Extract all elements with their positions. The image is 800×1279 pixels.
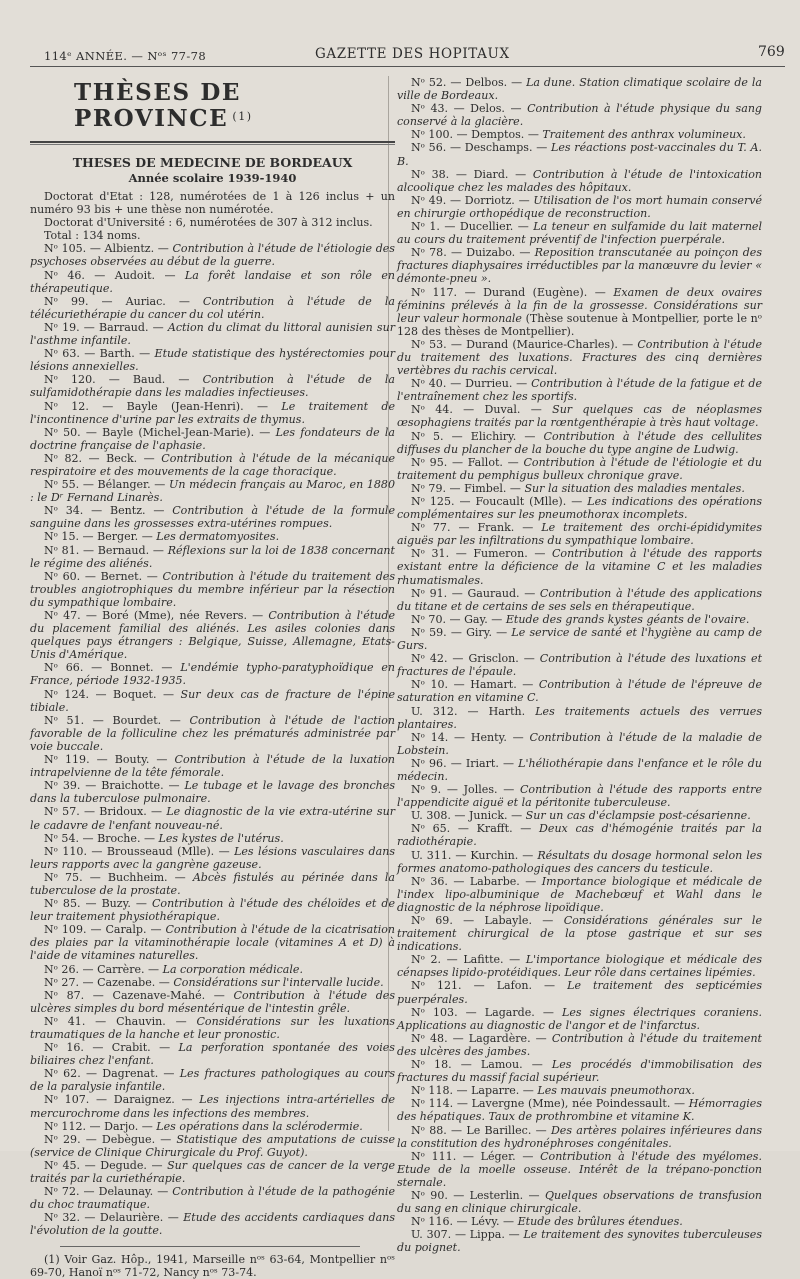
entry-title: Contribution à l'étude de la luxation intrapelvienne de la tête fémorale. <box>30 753 395 780</box>
entry-author: Nᵒ 43. — Delos. — <box>411 102 528 116</box>
entry-author: Nᵒ 12. — Bayle (Jean-Henri). — <box>44 399 282 413</box>
entry-title: Contribution à l'étude des chéloïdes et de leur traitement physiothérapique. <box>30 897 395 924</box>
thesis-entry <box>30 688 395 714</box>
entry-author: Nᵒ 14. — Henty. — <box>411 730 530 744</box>
thesis-entry <box>30 1120 395 1133</box>
entry-title: Etude des grands kystes géants de l'ovaire. <box>505 612 750 626</box>
thesis-entry <box>30 269 395 295</box>
entry-title: Contribution à l'étude de la sulfamidothérapie dans les maladies infectieuses. <box>30 373 395 400</box>
entry-author: Nᵒ 120. — Baud. — <box>44 373 203 387</box>
thesis-entry <box>397 705 762 731</box>
entry-title: Contribution à l'étude de la formule sanguine dans les grossesses extra-utérines rompues. <box>30 504 395 531</box>
entry-title: Résultats du dosage hormonal selon les formes anatomo-pathologiques des cancers du testicule. <box>397 848 762 875</box>
footnote: (1) Voir Gaz. Hôp., 1941, Marseille nᵒˢ 63-64, Montpellier nᵒˢ 69-70, Hanoï nᵒˢ 71-72, Nancy nᵒˢ 73-74. <box>30 1252 395 1279</box>
thesis-entry <box>397 194 762 220</box>
entry-author: Nᵒ 53. — Durand (Maurice-Charles). — <box>411 337 638 351</box>
entry-title: Des artères polaires inférieures dans la constitution des hydronéphroses congénitales. <box>397 1123 762 1150</box>
entry-title: Contribution à l'étude de la télécuriethérapie du cancer du col utérin. <box>30 294 395 321</box>
entry-author: Nᵒ 82. — Beck. — <box>44 451 162 465</box>
entry-author: Nᵒ 31. — Fumeron. — <box>411 547 552 561</box>
entry-author: Nᵒ 109. — Caralp. — <box>44 923 166 937</box>
entry-author: Nᵒ 105. — Albientz. — <box>44 242 173 256</box>
entry-author: Nᵒ 32. — Delaurière. — <box>44 1211 184 1225</box>
thesis-entry <box>397 1032 762 1058</box>
thesis-list-left <box>30 190 395 1238</box>
thesis-entry <box>397 626 762 652</box>
entry-author: Nᵒ 39. — Braichotte. — <box>44 779 185 793</box>
entry-title: L'importance biologique et médicale des cénapses lipido-protéidiques. Leur rôle dans certaines lipémies. <box>397 953 762 980</box>
entry-title: Contribution à l'étude de la pathogénie du choc traumatique. <box>30 1185 395 1212</box>
thesis-entry <box>30 400 395 426</box>
footnote-ref: (1) <box>232 110 253 123</box>
entry-title: Contribution à l'étude de l'action favorable de la folliculine chez les prématurés administrée par voie buccale. <box>30 713 395 753</box>
entry-author: Nᵒ 63. — Barth. — <box>44 347 155 361</box>
school-year: Année scolaire 1939-1940 <box>128 171 297 185</box>
entry-title: Le traitement de l'incontinence d'urine par les extraits de thymus. <box>30 399 395 426</box>
entry-author: Nᵒ 1. — Ducellier. — <box>411 220 534 234</box>
entry-author: Nᵒ 103. — Lagarde. — <box>411 1005 562 1019</box>
right-column <box>397 76 762 1254</box>
entry-title: Action du climat du littoral aunisien sur l'asthme infantile. <box>30 320 395 348</box>
entry-author: Nᵒ 19. — Barraud. — <box>44 320 168 334</box>
entry-title: Hémorragies des hépatiques. Taux de prothrombine et vitamine K. <box>397 1097 762 1124</box>
entry-author: Nᵒ 47. — Boré (Mme), née Revers. — <box>44 609 269 622</box>
entry-title: Contribution à l'étude des rapports entre l'appendicite aiguë et la péritonite tuberculeuse. <box>397 783 762 810</box>
thesis-entry <box>397 286 762 338</box>
entry-title: Sur un cas d'éclampsie post-césarienne. <box>525 809 751 823</box>
entry-author: Nᵒ 119. — Bouty. — <box>44 753 175 767</box>
thesis-entry <box>397 757 762 783</box>
entry-author: Nᵒ 111. — Léger. — <box>411 1149 541 1163</box>
entry-author: U. 312. — Harth. <box>411 704 536 718</box>
entry-title: Etude statistique des hystérectomies pour lésions annexielles. <box>30 347 395 374</box>
thesis-entry <box>30 478 395 504</box>
entry-author: Nᵒ 51. — Bourdet. — <box>44 713 190 727</box>
thesis-entry <box>397 809 762 822</box>
entry-title: Les indications des opérations complémentaires sur les pneumothorax incomplets. <box>397 495 762 522</box>
entry-title: Le traitement des orchi-épididymites aiguës par les infiltrations du sympathique lombaire. <box>397 521 763 548</box>
journal-title: GAZETTE DES HOPITAUX <box>315 46 510 62</box>
entry-title: Contribution à l'étude du placement familial des aliénés. Les asiles colonies dans quelques pays étrangers : Belgique, Suisse, Allemagne, Etats-Unis d'Amérique. <box>30 609 395 662</box>
thesis-entry <box>30 609 395 661</box>
thesis-entry <box>30 871 395 897</box>
entry-title: Contribution à l'étude de la cicatrisation des plaies par la vitaminothérapie locale (vitamines A et D) à l'aide de vitamines naturelles. <box>30 923 395 963</box>
thesis-entry <box>397 1215 762 1228</box>
entry-author: Nᵒ 45. — Degude. — <box>44 1158 168 1172</box>
thesis-entry <box>30 1133 395 1159</box>
thesis-entry <box>30 504 395 530</box>
thesis-entry <box>397 76 762 102</box>
entry-title: Les fractures pathologiques au cours de la paralysie infantile. <box>30 1067 395 1094</box>
thesis-entry <box>397 128 762 141</box>
entry-author: Total : 134 noms. <box>44 229 141 243</box>
entry-author: Nᵒ 70. — Gay. — <box>411 612 506 626</box>
entry-author: Nᵒ 57. — Bridoux. — <box>44 805 167 819</box>
thesis-entry <box>30 714 395 753</box>
entry-author: Nᵒ 2. — Lafitte. — <box>411 953 526 967</box>
entry-title: Utilisation de l'os mort humain conservé en chirurgie orthopédique de reconstruction. <box>397 193 763 220</box>
entry-author: Nᵒ 110. — Brousseaud (Mlle). — <box>44 844 235 858</box>
header-rule <box>30 66 785 67</box>
entry-title: La dune. Station climatique scolaire de la ville de Bordeaux. <box>397 76 762 103</box>
thesis-entry <box>30 570 395 609</box>
entry-title: Statistique des amputations de cuisse (service de Clinique Chirurgicale du Prof. Guyot). <box>30 1132 395 1159</box>
entry-author: Nᵒ 72. — Delaunay. — <box>44 1185 173 1199</box>
entry-title: L'héliothérapie dans l'enfance et le rôle du médecin. <box>397 756 762 783</box>
entry-author: Nᵒ 34. — Bentz. — <box>44 504 173 518</box>
thesis-entry <box>30 1159 395 1185</box>
thesis-entry <box>397 731 762 757</box>
footnote-rule <box>60 1246 360 1247</box>
entry-title: La perforation spontanée des voies biliaires chez l'enfant. <box>30 1041 395 1068</box>
entry-author: Nᵒ 27. — Cazenabe. — <box>44 975 174 989</box>
page-number: 769 <box>758 44 785 60</box>
thesis-entry <box>397 141 762 167</box>
thesis-entry <box>397 953 762 979</box>
entry-author: Nᵒ 107. — Daraignez. — <box>44 1093 200 1107</box>
entry-author: Doctorat d'Etat : 128, numérotées de 1 à 126 inclus + un numéro 93 bis + une thèse non numérotée. <box>30 190 395 217</box>
entry-author: Nᵒ 10. — Hamart. — <box>411 678 539 692</box>
entry-author: Nᵒ 88. — Le Barillec. — <box>411 1123 551 1137</box>
thesis-entry <box>397 678 762 704</box>
entry-title: Contribution à l'étude de la mécanique respiratoire et des mouvements de la cage thoracique. <box>30 451 395 478</box>
thesis-entry <box>397 613 762 626</box>
thesis-entry <box>30 1211 395 1237</box>
thesis-entry <box>30 229 395 242</box>
entry-author: Nᵒ 66. — Bonnet. — <box>44 661 181 675</box>
entry-title: Contribution à l'étude des myélomes. Etude de la moelle osseuse. Intérêt de la trépano-ponction sternale. <box>397 1149 762 1189</box>
entry-title: L'endémie typho-paratyphoïdique en France, période 1932-1935. <box>30 661 395 688</box>
entry-title: Le traitement des septicémies puerpérales. <box>397 979 762 1006</box>
thesis-entry <box>397 403 762 429</box>
entry-author: U. 307. — Lippa. — <box>411 1228 524 1242</box>
thesis-entry <box>30 544 395 570</box>
entry-author: Nᵒ 99. — Auriac. — <box>44 294 203 308</box>
thesis-entry <box>397 1097 762 1123</box>
entry-title: Contribution à l'étude de l'épreuve de saturation en vitamine C. <box>397 678 763 705</box>
entry-title: La corporation médicale. <box>162 962 303 976</box>
entry-author: Nᵒ 54. — Broche. — <box>44 831 159 845</box>
thesis-entry <box>30 347 395 373</box>
entry-title: Les kystes de l'utérus. <box>158 831 284 845</box>
entry-title: Contribution à l'étude des rapports existant entre la déficience de la vitamine C et les maladies rhumatismales. <box>397 547 762 587</box>
entry-author: Nᵒ 9. — Jolles. — <box>411 783 520 797</box>
entry-title: Les opérations dans la sclérodermie. <box>156 1119 363 1133</box>
entry-author: Nᵒ 91. — Gauraud. — <box>411 586 540 600</box>
page-title: THÈSES DE PROVINCE $^{(1)}$ <box>74 79 253 132</box>
entry-author: Nᵒ 90. — Lesterlin. — <box>411 1188 545 1202</box>
entry-title: Quelques observations de transfusion du sang en clinique chirurgicale. <box>397 1188 762 1216</box>
thesis-entry <box>30 1093 395 1119</box>
thesis-entry <box>30 897 395 923</box>
entry-title: Traitement des anthrax volumineux. <box>542 128 746 142</box>
thesis-entry <box>30 976 395 989</box>
entry-title: Le traitement des synovites tuberculeuses du poignet. <box>397 1228 762 1255</box>
thesis-list-right <box>397 76 762 1254</box>
thesis-entry <box>397 521 762 547</box>
entry-note: (Thèse soutenue à Montpellier, porte le nᵒ 128 des thèses de Montpellier). <box>397 311 762 338</box>
entry-title: Deux cas d'hémogénie traités par la radiothérapie. <box>397 822 762 849</box>
thesis-entry <box>30 779 395 805</box>
entry-author: Nᵒ 15. — Berger. — <box>44 530 157 544</box>
section-heading: THESES DE MEDECINE DE BORDEAUX <box>72 155 353 170</box>
entry-title: La teneur en sulfamide du lait maternel au cours du traitement préventif de l'infection puerpérale. <box>397 220 762 247</box>
entry-title: Réflexions sur la loi de 1838 concernant le régime des aliénés. <box>30 543 395 570</box>
entry-title: Un médecin français au Maroc, en 1880 : le Dʳ Fernand Linarès. <box>30 478 395 505</box>
thesis-entry <box>30 832 395 845</box>
entry-title: Reposition transcutanée au poinçon des fractures diaphysaires irréductibles par la manœuvre du levier « démonte-pneu ». <box>397 246 762 286</box>
entry-title: Etude des brûlures étendues. <box>517 1215 683 1229</box>
thesis-entry <box>397 1006 762 1032</box>
thesis-entry <box>30 190 395 216</box>
entry-author: Nᵒ 40. — Durrieu. — <box>411 377 532 391</box>
entry-author: Nᵒ 62. — Dagrenat. — <box>44 1067 180 1081</box>
entry-author: Nᵒ 59. — Giry. — <box>411 625 512 639</box>
entry-author: Nᵒ 52. — Delbos. — <box>411 76 527 89</box>
entry-author: Nᵒ 124. — Boquet. — <box>44 687 181 701</box>
entry-author: Nᵒ 50. — Bayle (Michel-Jean-Marie). — <box>44 425 276 439</box>
entry-author: Nᵒ 78. — Duizabo. — <box>411 246 535 260</box>
entry-author: Nᵒ 42. — Grisclon. — <box>411 652 540 666</box>
thesis-entry <box>397 875 762 914</box>
thesis-entry <box>30 426 395 452</box>
entry-author: Nᵒ 49. — Dorriotz. — <box>411 193 534 207</box>
thesis-entry <box>30 452 395 478</box>
thesis-entry <box>30 321 395 347</box>
entry-author: Nᵒ 48. — Lagardère. — <box>411 1031 552 1045</box>
entry-author: Nᵒ 44. — Duval. — <box>411 403 553 417</box>
thesis-entry <box>397 338 762 377</box>
thesis-entry <box>397 1124 762 1150</box>
entry-author: Doctorat d'Université : 6, numérotées de 307 à 312 inclus. <box>44 216 373 230</box>
entry-author: Nᵒ 41. — Chauvin. — <box>44 1014 197 1028</box>
thesis-entry <box>30 1185 395 1211</box>
entry-title: Le service de santé et l'hygiène au camp de Gurs. <box>397 625 762 653</box>
entry-author: Nᵒ 87. — Cazenave-Mahé. — <box>44 988 234 1002</box>
issue-header: 114ᵉ ANNÉE. — Nᵒˢ 77-78 <box>44 49 207 63</box>
entry-title: Examen de deux ovaires féminins prélevés à la fin de la grossesse. Considérations sur leur valeur hormonale <box>397 285 762 325</box>
entry-author: Nᵒ 121. — Lafon. — <box>411 979 568 993</box>
entry-author: Nᵒ 116. — Lévy. — <box>411 1215 518 1229</box>
thesis-entry <box>397 587 762 613</box>
entry-title: Sur deux cas de fracture de l'épine tibiale. <box>30 687 395 714</box>
entry-author: Nᵒ 79. — Fimbel. — <box>411 481 525 495</box>
thesis-entry <box>30 295 395 321</box>
entry-author: Nᵒ 96. — Iriart. — <box>411 756 519 770</box>
entry-author: Nᵒ 77. — Frank. — <box>411 521 542 535</box>
thesis-entry <box>30 805 395 831</box>
thesis-entry <box>397 430 762 456</box>
thesis-entry <box>397 377 762 403</box>
thesis-entry <box>397 1189 762 1215</box>
thesis-entry <box>397 979 762 1005</box>
entry-title: Considérations sur les luxations traumatiques de la hanche et leur pronostic. <box>30 1014 395 1041</box>
title-rule <box>30 141 395 145</box>
entry-author: Nᵒ 29. — Debègue. — <box>44 1132 177 1146</box>
thesis-entry <box>397 102 762 128</box>
thesis-entry <box>30 373 395 399</box>
entry-author: U. 311. — Kurchin. — <box>411 848 538 862</box>
entry-title: Contribution à l'étude physique du sang conservé à la glacière. <box>397 102 763 129</box>
entry-author: Nᵒ 125. — Foucault (Mlle). — <box>411 495 588 508</box>
entry-author: Nᵒ 46. — Audoit. — <box>44 268 185 282</box>
entry-author: Nᵒ 117. — Durand (Eugène). — <box>411 285 614 299</box>
thesis-entry <box>397 547 762 586</box>
entry-author: Nᵒ 16. — Crabit. — <box>44 1041 179 1055</box>
entry-title: Les lésions vasculaires dans leurs rapports avec la gangrène gazeuse. <box>30 844 395 871</box>
entry-author: Nᵒ 75. — Buchheim. — <box>44 870 193 884</box>
entry-title: Considérations générales sur le traitement chirurgical de la ptose gastrique et sur ses indications. <box>397 914 763 954</box>
thesis-entry <box>397 783 762 809</box>
thesis-entry <box>397 1150 762 1189</box>
entry-author: Nᵒ 26. — Carrère. — <box>44 962 163 976</box>
left-column <box>30 76 395 1279</box>
thesis-entry <box>30 753 395 779</box>
entry-title: Contribution à l'étude de la fatigue et de l'entraînement chez les sportifs. <box>397 377 762 404</box>
entry-author: Nᵒ 65. — Krafft. — <box>411 822 540 836</box>
entry-author: Nᵒ 69. — Labayle. — <box>411 914 564 927</box>
thesis-entry <box>397 1058 762 1084</box>
entry-title: Contribution à l'étude de l'étiologie des psychoses observées au début de la guerre. <box>30 242 395 269</box>
thesis-entry <box>30 989 395 1015</box>
entry-author: Nᵒ 55. — Bélanger. — <box>44 478 170 492</box>
thesis-entry <box>30 530 395 543</box>
thesis-entry <box>30 845 395 871</box>
entry-title: Sur quelques cas de cancer de la verge traités par la curiethérapie. <box>30 1158 395 1186</box>
entry-title: Contribution à l'étude de la maladie de Lobstein. <box>397 730 762 757</box>
thesis-entry <box>397 220 762 246</box>
entry-author: Nᵒ 118. — Laparre. — <box>411 1084 538 1098</box>
entry-title: Importance biologique et médicale de l'index lipo-albuminique de Machebœuf et Wahl dans le diagnostic de la néphrose lipoïdique. <box>397 874 762 914</box>
entry-author: Nᵒ 36. — Labarbe. — <box>411 874 542 888</box>
thesis-entry <box>30 242 395 268</box>
entry-author: Nᵒ 81. — Bernaud. — <box>44 543 168 557</box>
entry-title: Le tubage et le lavage des bronches dans la tuberculose pulmonaire. <box>30 779 395 806</box>
entry-title: Les signes électriques coraniens. Applications au diagnostic de l'angor et de l'infarctus. <box>397 1005 762 1032</box>
thesis-entry <box>30 923 395 962</box>
thesis-entry <box>397 168 762 194</box>
thesis-entry <box>397 822 762 848</box>
thesis-entry <box>397 482 762 495</box>
thesis-entry <box>397 495 762 521</box>
entry-author: Nᵒ 112. — Darjo. — <box>44 1119 157 1133</box>
entry-author: Nᵒ 18. — Lamou. — <box>411 1058 552 1072</box>
entry-author: Nᵒ 85. — Buzy. — <box>44 897 152 911</box>
entry-title: Les injections intra-artérielles de mercurochrome dans les infections des membres. <box>30 1093 395 1120</box>
entry-author: Nᵒ 38. — Diard. — <box>411 167 533 181</box>
entry-title: Contribution à l'étude des ulcères simples du bord mésentérique de l'intestin grêle. <box>30 988 395 1015</box>
thesis-entry <box>397 849 762 875</box>
entry-author: Nᵒ 95. — Fallot. — <box>411 455 524 469</box>
entry-title: Considérations sur l'intervalle lucide. <box>173 975 384 989</box>
thesis-entry <box>30 1015 395 1041</box>
thesis-entry <box>30 216 395 229</box>
thesis-entry <box>397 1228 762 1254</box>
thesis-entry <box>30 661 395 687</box>
entry-title: Contribution à l'étude du traitement des ulcères des jambes. <box>397 1031 762 1058</box>
entry-title: La forêt landaise et son rôle en thérapeutique. <box>30 268 395 295</box>
entry-title: Contribution à l'étude de l'intoxication alcoolique chez les malades des hôpitaux. <box>397 167 762 194</box>
entry-title: Les dermatomyosites. <box>156 530 280 544</box>
entry-author: Nᵒ 56. — Deschamps. — <box>411 141 552 155</box>
entry-title: Le diagnostic de la vie extra-utérine sur le cadavre de l'enfant nouveau-né. <box>30 805 395 832</box>
thesis-entry <box>30 1041 395 1067</box>
entry-title: Contribution à l'étude de l'étiologie et du traitement du pemphigus bulleux chronique grave. <box>397 455 762 482</box>
thesis-entry <box>30 963 395 976</box>
entry-title: Les mauvais pneumothorax. <box>537 1084 695 1098</box>
entry-title: Abcès fistulés au périnée dans la tuberculose de la prostate. <box>30 870 395 897</box>
entry-title: Contribution à l'étude du traitement des luxations. Fractures des cinq dernières vertèbres du rachis cervical. <box>397 337 762 378</box>
entry-title: Les procédés d'immobilisation des fractures du massif facial supérieur. <box>397 1058 762 1085</box>
entry-title: Etude des accidents cardiaques dans l'évolution de la goutte. <box>30 1211 395 1238</box>
entry-author: U. 308. — Junick. — <box>411 809 526 823</box>
thesis-entry <box>397 246 762 285</box>
entry-title: Contribution à l'étude des luxations et fractures de l'épaule. <box>397 652 763 679</box>
thesis-entry <box>397 456 762 482</box>
entry-author: Nᵒ 114. — Lavergne (Mme), née Poindessault. — <box>411 1097 689 1111</box>
entry-author: Nᵒ 100. — Demptos. — <box>411 128 543 142</box>
entry-title: Les fondateurs de la doctrine française de l'aphasie. <box>30 425 395 452</box>
entry-author: Nᵒ 60. — Bernet. — <box>44 569 163 583</box>
entry-title: Les traitements actuels des verrues plantaires. <box>397 704 762 731</box>
entry-title: Contribution à l'étude du traitement des troubles angiotrophiques du membre inférieur par la résection du sympathique lombaire. <box>30 569 395 609</box>
thesis-entry <box>397 1084 762 1097</box>
entry-title: Sur la situation des maladies mentales. <box>524 481 745 495</box>
thesis-entry <box>30 1067 395 1093</box>
entry-title: Les réactions post-vaccinales du T. A. B. <box>397 141 762 168</box>
entry-title: Contribution à l'étude des cellulites diffuses du plancher de la bouche du type angine de Ludwig. <box>397 429 762 456</box>
entry-title: Contribution à l'étude des applications du titane et de certains de ses sels en thérapeutique. <box>397 586 762 613</box>
thesis-entry <box>397 914 762 953</box>
entry-author: Nᵒ 5. — Elichiry. — <box>411 429 544 443</box>
thesis-entry <box>397 652 762 678</box>
entry-title: Sur quelques cas de néoplasmes œsophagiens traités par la rœntgenthérapie à très haut voltage. <box>397 403 762 430</box>
